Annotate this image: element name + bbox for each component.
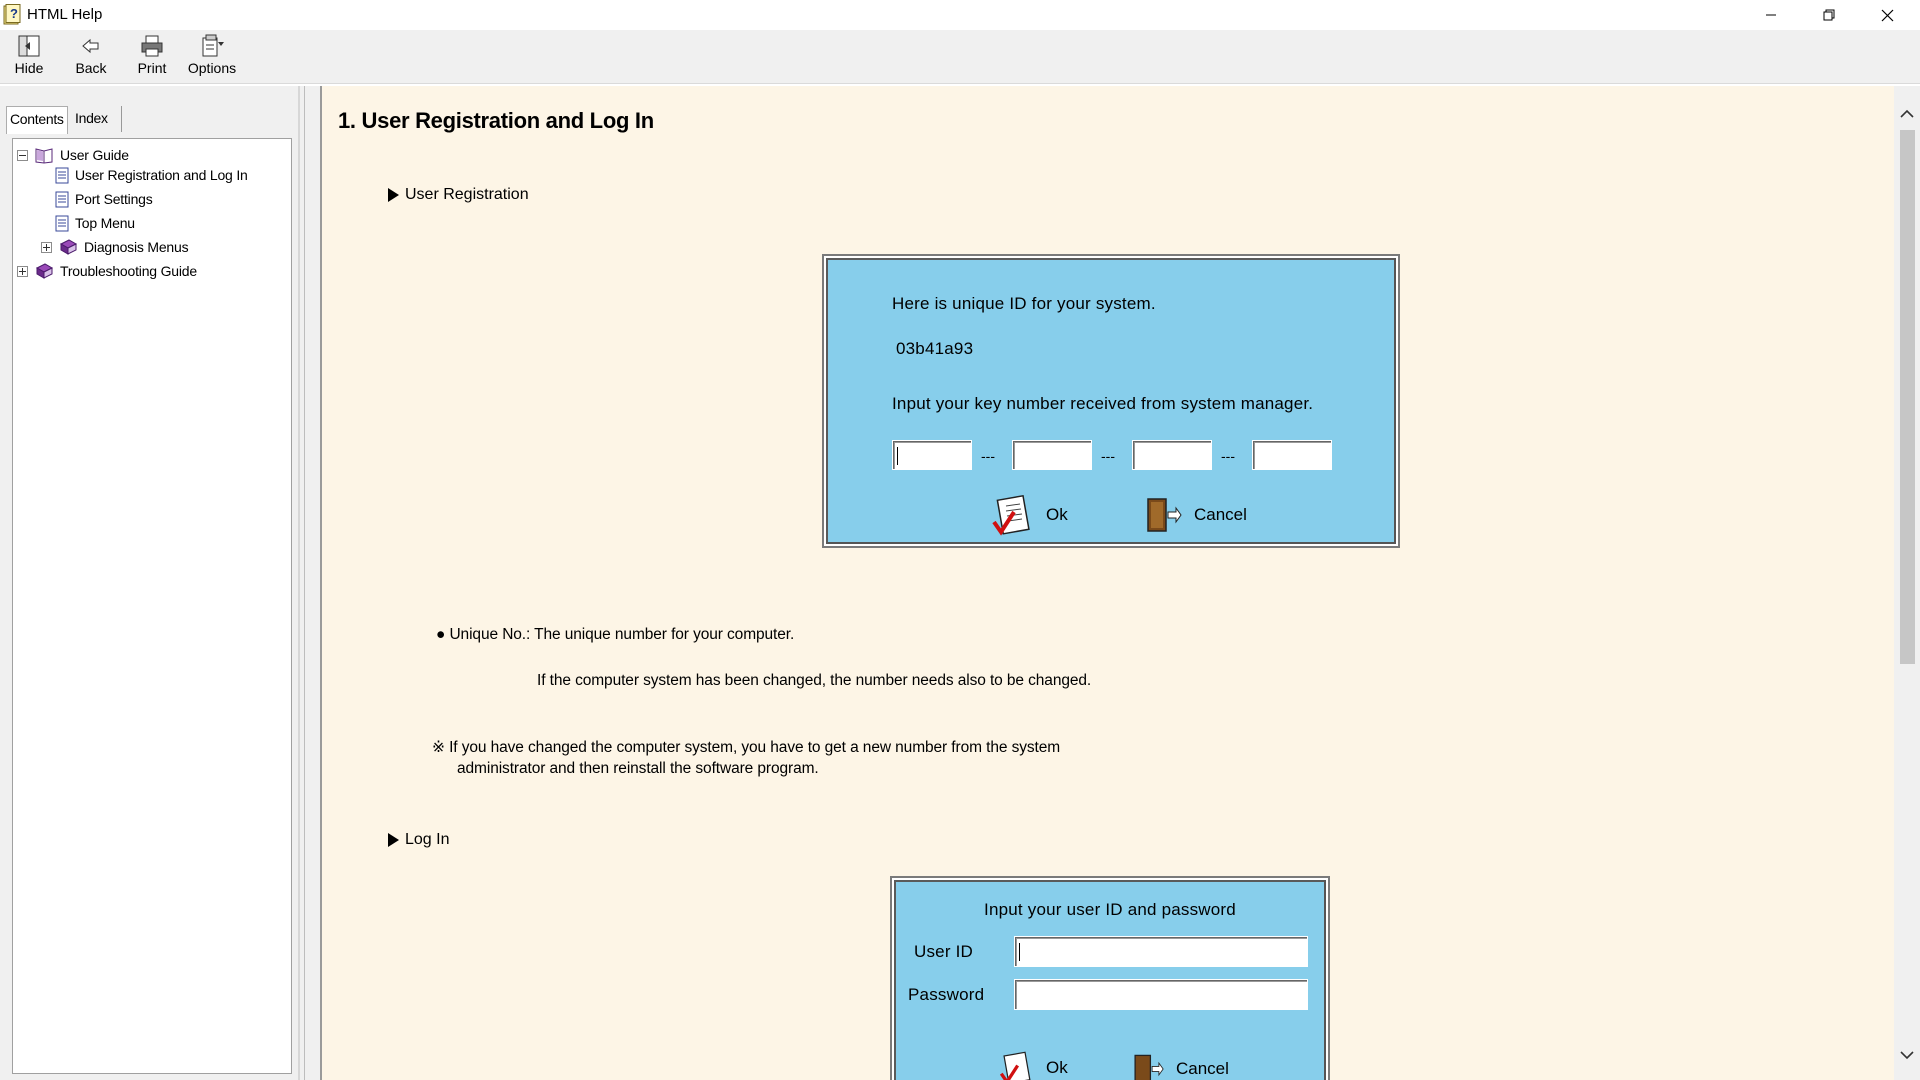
chevron-down-icon bbox=[1900, 1051, 1914, 1060]
dialog-ok-button bbox=[990, 494, 1068, 536]
reinstall-note-line-2: administrator and then reinstall the software program. bbox=[457, 760, 819, 777]
cancel-label: Cancel bbox=[1194, 505, 1247, 524]
hide-button[interactable] bbox=[3, 32, 55, 82]
user-id-label: User ID bbox=[914, 942, 974, 961]
ok-label: Ok bbox=[1046, 1058, 1068, 1077]
changed-system-note: If the computer system has been changed, the number needs also to be changed. bbox=[537, 672, 1092, 689]
user-id-field bbox=[1014, 936, 1308, 967]
page-title: 1. User Registration and Log In bbox=[338, 108, 654, 133]
svg-text:?: ? bbox=[10, 6, 18, 21]
tree-item-label: Top Menu bbox=[75, 215, 135, 231]
unique-id-value: 03b41a93 bbox=[896, 339, 974, 358]
back-button[interactable] bbox=[65, 32, 117, 82]
registration-dialog-image bbox=[824, 256, 1398, 546]
restore-icon bbox=[1823, 9, 1835, 21]
text-caret bbox=[897, 447, 898, 465]
section-user-registration bbox=[388, 186, 529, 204]
reinstall-note-line-1: ※ If you have changed the computer system, you have to get a new number from the system bbox=[432, 739, 1061, 756]
tree-item-diagnosis-menus[interactable] bbox=[41, 237, 188, 257]
hide-pane-icon bbox=[16, 34, 42, 58]
close-button[interactable] bbox=[1858, 0, 1916, 30]
tree-item-user-registration[interactable] bbox=[55, 165, 248, 185]
cancel-door-exit-icon bbox=[1142, 496, 1182, 534]
close-icon bbox=[1881, 9, 1894, 22]
password-field bbox=[1014, 979, 1308, 1010]
dialog-line-unique-id: Here is unique ID for your system. bbox=[892, 294, 1156, 313]
ok-document-check-icon bbox=[998, 1050, 1034, 1080]
dialog-cancel-button bbox=[1142, 496, 1247, 534]
triangle-bullet-icon bbox=[388, 188, 399, 202]
closed-book-icon bbox=[58, 238, 78, 256]
tab-index-label: Index bbox=[75, 110, 108, 126]
title-bar bbox=[0, 0, 1920, 30]
ok-document-check-icon bbox=[990, 494, 1034, 536]
cancel-door-exit-icon bbox=[1130, 1052, 1164, 1080]
key-separator: --- bbox=[1221, 448, 1235, 464]
page-icon bbox=[55, 167, 69, 184]
closed-book-icon bbox=[34, 262, 54, 280]
topic-content bbox=[322, 86, 1894, 1080]
pane-splitter[interactable] bbox=[298, 86, 322, 1080]
text-caret bbox=[1019, 943, 1020, 961]
page-icon bbox=[55, 191, 69, 208]
tree-item-label: Troubleshooting Guide bbox=[60, 263, 197, 279]
collapse-toggle-icon[interactable] bbox=[17, 150, 28, 161]
minimize-icon bbox=[1765, 9, 1777, 21]
window-title: HTML Help bbox=[27, 6, 103, 23]
triangle-bullet-icon bbox=[388, 833, 399, 847]
restore-button[interactable] bbox=[1800, 0, 1858, 30]
cancel-label: Cancel bbox=[1176, 1059, 1229, 1078]
navigation-pane bbox=[0, 86, 310, 1080]
options-label: Options bbox=[187, 60, 237, 76]
expand-toggle-icon[interactable] bbox=[41, 242, 52, 253]
back-label: Back bbox=[75, 60, 107, 76]
ok-label: Ok bbox=[1046, 505, 1068, 524]
scroll-down-button[interactable] bbox=[1894, 1042, 1920, 1068]
section-log-in bbox=[388, 831, 449, 849]
login-dialog-title: Input your user ID and password bbox=[984, 900, 1236, 919]
tree-item-label: Diagnosis Menus bbox=[84, 239, 189, 255]
tree-item-label: Port Settings bbox=[75, 191, 153, 207]
login-dialog-image bbox=[892, 878, 1328, 1080]
password-label: Password bbox=[908, 985, 985, 1004]
open-book-icon bbox=[34, 146, 54, 164]
scrollbar-thumb[interactable] bbox=[1900, 130, 1915, 664]
chevron-up-icon bbox=[1900, 109, 1914, 118]
printer-icon bbox=[139, 34, 165, 58]
tree-item-troubleshooting-guide[interactable] bbox=[17, 261, 197, 281]
key-separator: --- bbox=[1101, 448, 1115, 464]
unique-number-bullet: ● Unique No.: The unique number for your computer. bbox=[436, 626, 795, 643]
options-icon bbox=[199, 34, 225, 58]
vertical-scrollbar[interactable] bbox=[1894, 86, 1920, 1080]
tree-item-user-guide[interactable] bbox=[17, 145, 129, 165]
tree-item-label: User Registration and Log In bbox=[75, 167, 248, 183]
login-cancel-button bbox=[1130, 1052, 1229, 1080]
tree-item-top-menu[interactable] bbox=[55, 213, 135, 233]
tree-item-port-settings[interactable] bbox=[55, 189, 153, 209]
help-app-icon bbox=[3, 4, 21, 25]
tab-contents[interactable] bbox=[6, 106, 68, 134]
tab-contents-label: Contents bbox=[10, 111, 64, 127]
dialog-line-key-number: Input your key number received from system manager. bbox=[892, 394, 1314, 413]
key-field-2 bbox=[1012, 440, 1092, 470]
hide-label: Hide bbox=[14, 60, 44, 76]
contents-tree bbox=[12, 138, 292, 1074]
minimize-button[interactable] bbox=[1742, 0, 1800, 30]
key-field-4 bbox=[1252, 440, 1332, 470]
tree-item-label: User Guide bbox=[60, 147, 129, 163]
key-separator: --- bbox=[981, 448, 995, 464]
options-button[interactable] bbox=[186, 32, 238, 82]
scroll-up-button[interactable] bbox=[1894, 100, 1920, 126]
toolbar bbox=[0, 30, 1920, 84]
expand-toggle-icon[interactable] bbox=[17, 266, 28, 277]
key-field-3 bbox=[1132, 440, 1212, 470]
tab-index[interactable] bbox=[72, 106, 122, 132]
page-icon bbox=[55, 215, 69, 232]
back-arrow-icon bbox=[78, 34, 104, 58]
print-label: Print bbox=[137, 60, 167, 76]
section-title: User Registration bbox=[405, 186, 529, 203]
print-button[interactable] bbox=[126, 32, 178, 82]
key-field-1 bbox=[892, 440, 972, 470]
login-ok-button bbox=[998, 1050, 1068, 1080]
section-title: Log In bbox=[405, 831, 450, 848]
